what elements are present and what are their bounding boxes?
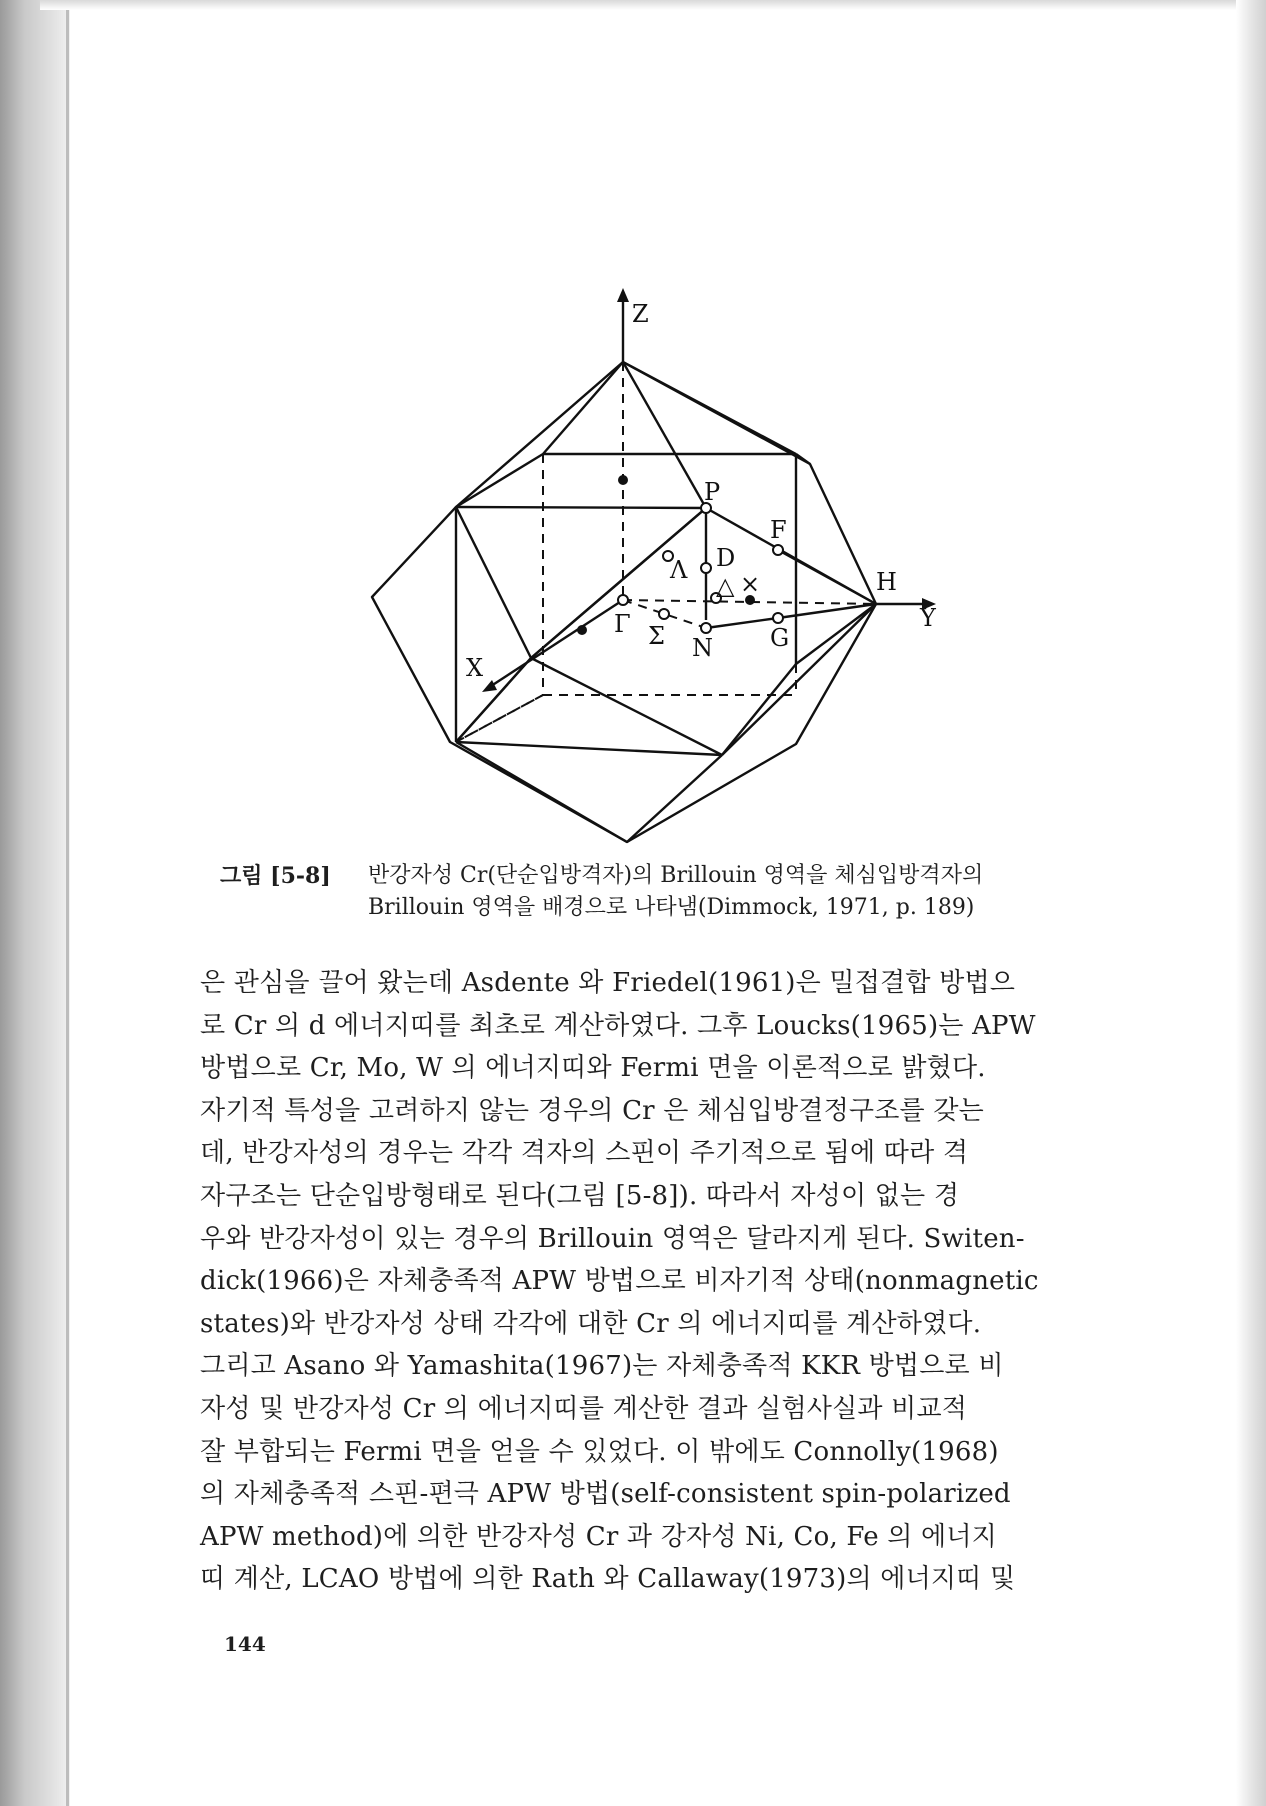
label-cross: × <box>740 570 761 598</box>
point-g <box>773 613 783 623</box>
figure-caption <box>220 860 1120 924</box>
body-line: 우와 반강자성이 있는 경우의 Brillouin 영역은 달라지게 된다. Switen- <box>200 1223 1025 1254</box>
point-gamma <box>618 595 628 605</box>
page-top-shadow <box>40 0 1266 10</box>
book-page-edge-line <box>66 0 69 1806</box>
point-solid-sigma <box>577 625 587 635</box>
body-line: 잘 부합되는 Fermi 면을 얻을 수 있었다. 이 밖에도 Connolly(1968) <box>200 1436 999 1467</box>
book-page-edge-left <box>0 0 70 1806</box>
point-d <box>701 563 711 573</box>
brillouin-zone-figure <box>360 286 980 856</box>
point-solid-z <box>618 475 628 485</box>
label-n: N <box>692 634 713 662</box>
point-sigma <box>659 609 669 619</box>
body-line: 자구조는 단순입방형태로 된다(그림 [5-8]). 따라서 자성이 없는 경 <box>200 1180 960 1211</box>
label-z: Z <box>632 300 649 328</box>
caption-line-1: 반강자성 Cr(단순입방격자)의 Brillouin 영역을 체심입방격자의 <box>368 863 984 888</box>
book-page-edge-right <box>1236 0 1266 1806</box>
label-p: P <box>704 478 721 506</box>
body-line: APW method)에 의한 반강자성 Cr 과 강자성 Ni, Co, Fe 의 에너지 <box>200 1521 997 1552</box>
brillouin-zone-diagram <box>360 286 980 856</box>
body-line: 자성 및 반강자성 Cr 의 에너지띠를 계산한 결과 실험사실과 비교적 <box>200 1393 968 1424</box>
z-axis-arrowhead <box>617 288 629 302</box>
label-g: G <box>770 624 790 652</box>
label-x: X <box>466 654 484 682</box>
body-line: dick(1966)은 자체충족적 APW 방법으로 비자기적 상태(nonmagnetic <box>200 1266 1039 1297</box>
label-lambda: Λ <box>670 556 688 584</box>
caption-label: 그림 [5-8] <box>220 863 331 889</box>
body-line: 자기적 특성을 고려하지 않는 경우의 Cr 은 체심입방결정구조를 갖는 <box>200 1095 984 1126</box>
label-f: F <box>770 516 787 544</box>
body-line: 그리고 Asano 와 Yamashita(1967)는 자체충족적 KKR 방법으로 비 <box>200 1351 1004 1382</box>
point-n <box>701 623 711 633</box>
x-axis-arrowhead <box>482 680 497 692</box>
body-line: states)와 반강자성 상태 각각에 대한 Cr 의 에너지띠를 계산하였다. <box>200 1308 982 1339</box>
label-h: H <box>876 568 897 596</box>
label-delta: △ <box>716 572 735 600</box>
body-line: 은 관심을 끌어 왔는데 Asdente 와 Friedel(1961)은 밀접결합 방법으 <box>200 968 1016 998</box>
body-line: 방법으로 Cr, Mo, W 의 에너지띠와 Fermi 면을 이론적으로 밝혔다. <box>200 1053 986 1084</box>
body-line: 데, 반강자성의 경우는 각각 격자의 스핀이 주기적으로 됨에 따라 격 <box>200 1138 969 1169</box>
point-f <box>773 545 783 555</box>
body-line: 로 Cr 의 d 에너지띠를 최초로 계산하였다. 그후 Loucks(1965)는 APW <box>200 1010 1036 1041</box>
label-d: D <box>716 544 736 572</box>
body-paragraph <box>200 962 1082 1601</box>
body-line: 의 자체충족적 스핀-편극 APW 방법(self-consistent spin-polarized <box>200 1479 1011 1510</box>
caption-line-2: Brillouin 영역을 배경으로 나타냄(Dimmock, 1971, p. 189) <box>368 895 975 920</box>
label-y: Y <box>920 604 936 632</box>
label-sigma: Σ <box>648 622 665 650</box>
label-gamma: Γ <box>614 610 631 638</box>
page-number: 144 <box>224 1632 266 1656</box>
body-line: 띠 계산, LCAO 방법에 의한 Rath 와 Callaway(1973)의 에너지띠 및 <box>200 1564 1016 1595</box>
